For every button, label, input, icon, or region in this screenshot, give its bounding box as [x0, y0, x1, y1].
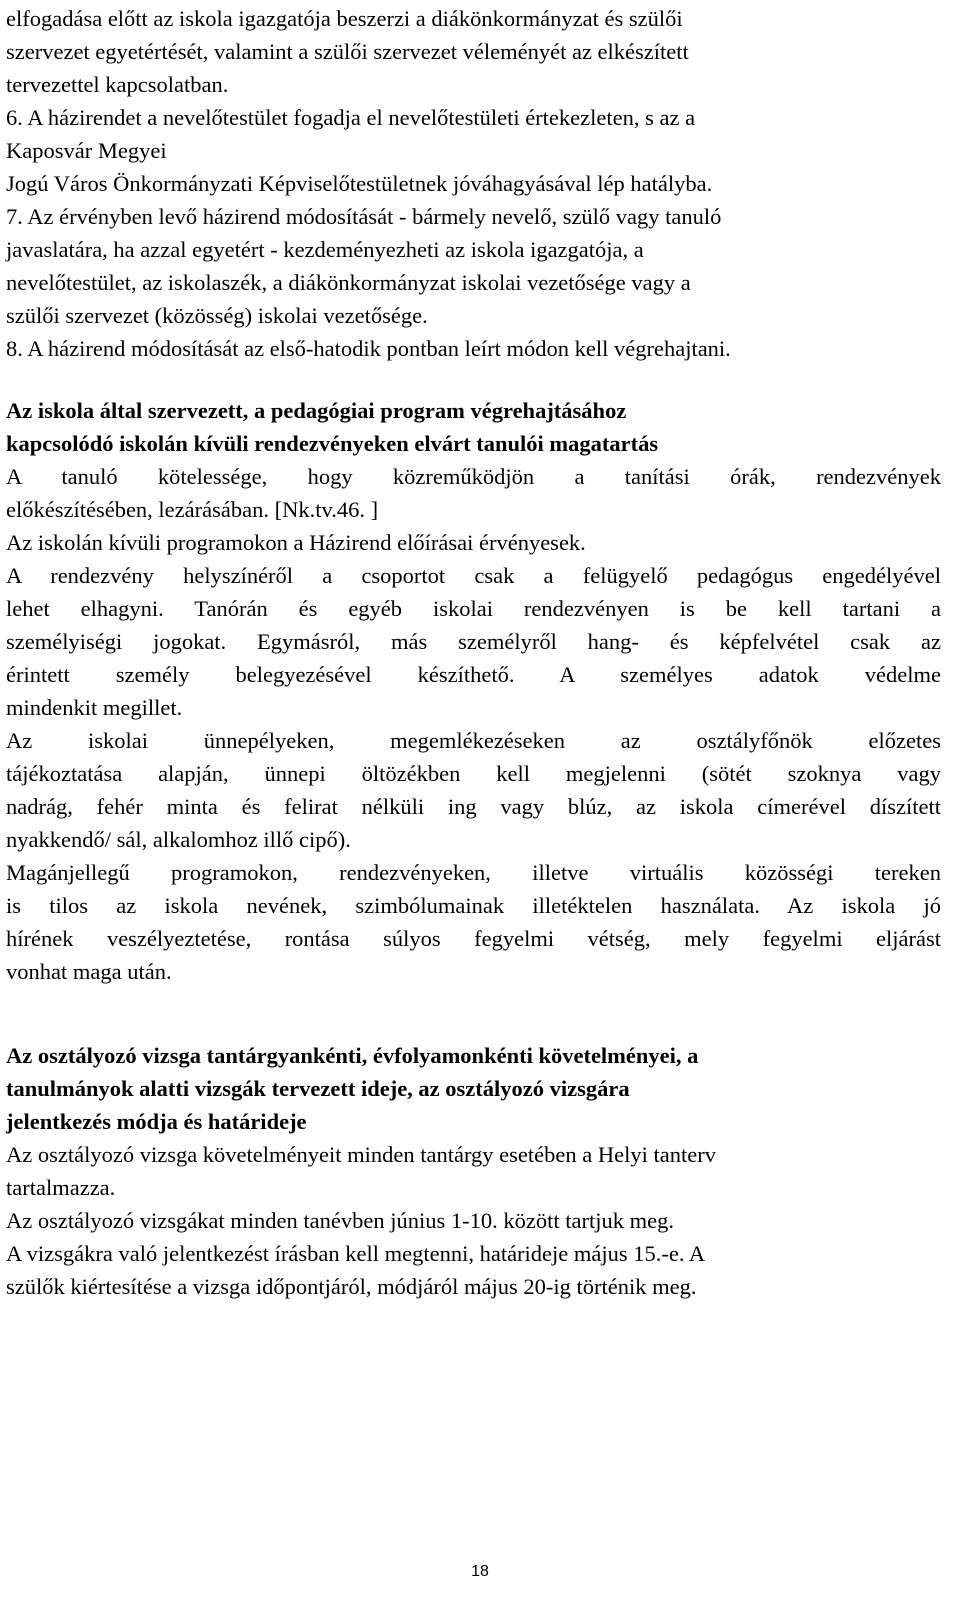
- text-line: Az iskolán kívüli programokon a Házirend előírásai érvényesek.: [6, 530, 586, 555]
- text-line: mindenkit megillet.: [6, 695, 183, 720]
- text-line: nyakkendő/ sál, alkalomhoz illő cipő).: [6, 827, 351, 852]
- text-line: 6. A házirendet a nevelőtestület fogadja el nevelőtestületi értekezleten, s az a: [6, 105, 696, 130]
- text-line: hírének veszélyeztetése, rontása súlyos fegyelmi vétség, mely fegyelmi eljárást: [6, 926, 941, 951]
- text-line: javaslatára, ha azzal egyetért - kezdeményezheti az iskola igazgatója, a: [6, 237, 644, 262]
- text-line: tartalmazza.: [6, 1175, 116, 1200]
- text-line: vonhat maga után.: [6, 959, 172, 984]
- text-line: 7. Az érvényben levő házirend módosítását - bármely nevelő, szülő vagy tanuló: [6, 204, 722, 229]
- section-heading: jelentkezés módja és határideje: [6, 1109, 307, 1134]
- text-line: nadrág, fehér minta és felirat nélküli ing vagy blúz, az iskola címerével díszített: [6, 794, 941, 819]
- document-page: [6, 0, 941, 1303]
- text-line: nevelőtestület, az iskolaszék, a diákönkormányzat iskolai vezetősége vagy a: [6, 270, 691, 295]
- text-line: A tanuló kötelessége, hogy közreműködjön a tanítási órák, rendezvények: [6, 464, 941, 489]
- text-line: Az osztályozó vizsgákat minden tanévben június 1-10. között tartjuk meg.: [6, 1208, 674, 1233]
- text-line: 8. A házirend módosítását az első-hatodik pontban leírt módon kell végrehajtani.: [6, 336, 731, 361]
- text-line: Jogú Város Önkormányzati Képviselőtestületnek jóváhagyásával lép hatályba.: [6, 171, 713, 196]
- text-line: tervezettel kapcsolatban.: [6, 72, 229, 97]
- page-number: 18: [471, 1563, 489, 1580]
- section-heading: Az iskola által szervezett, a pedagógiai program végrehajtásához: [6, 398, 627, 423]
- text-line: személyiségi jogokat. Egymásról, más személyről hang- és képfelvétel csak az: [6, 629, 941, 654]
- text-line: Magánjellegű programokon, rendezvényeken, illetve virtuális közösségi tereken: [6, 860, 941, 885]
- section-exam: [6, 1039, 941, 1303]
- text-line: előkészítésében, lezárásában. [Nk.tv.46. ]: [6, 497, 379, 522]
- text-line: A rendezvény helyszínéről a csoportot csak a felügyelő pedagógus engedélyével: [6, 563, 941, 588]
- text-line: lehet elhagyni. Tanórán és egyéb iskolai rendezvényen is be kell tartani a: [6, 596, 941, 621]
- section-events: [6, 394, 941, 988]
- text-line: elfogadása előtt az iskola igazgatója beszerzi a diákönkormányzat és szülői: [6, 6, 683, 31]
- text-line: Az iskolai ünnepélyeken, megemlékezéseken az osztályfőnök előzetes: [6, 728, 941, 753]
- section-heading: tanulmányok alatti vizsgák tervezett ideje, az osztályozó vizsgára: [6, 1076, 630, 1101]
- text-line: is tilos az iskola nevének, szimbólumainak illetéktelen használata. Az iskola jó: [6, 893, 941, 918]
- text-line: A vizsgákra való jelentkezést írásban kell megtenni, határideje május 15.-e. A: [6, 1241, 706, 1266]
- text-line: szülői szervezet (közösség) iskolai vezetősége.: [6, 303, 428, 328]
- text-line: érintett személy belegyezésével készíthető. A személyes adatok védelme: [6, 662, 941, 687]
- section-heading: kapcsolódó iskolán kívüli rendezvényeken elvárt tanulói magatartás: [6, 431, 659, 456]
- paragraph-adoption-rules: [6, 2, 941, 365]
- text-line: Kaposvár Megyei: [6, 138, 167, 163]
- section-heading: Az osztályozó vizsga tantárgyankénti, évfolyamonkénti követelményei, a: [6, 1043, 699, 1068]
- text-line: Az osztályozó vizsga követelményeit minden tantárgy esetében a Helyi tanterv: [6, 1142, 716, 1167]
- text-line: tájékoztatása alapján, ünnepi öltözékben kell megjelenni (sötét szoknya vagy: [6, 761, 941, 786]
- text-line: szülők kiértesítése a vizsga időpontjáról, módjáról május 20-ig történik meg.: [6, 1274, 697, 1299]
- text-line: szervezet egyetértését, valamint a szülői szervezet véleményét az elkészített: [6, 39, 689, 64]
